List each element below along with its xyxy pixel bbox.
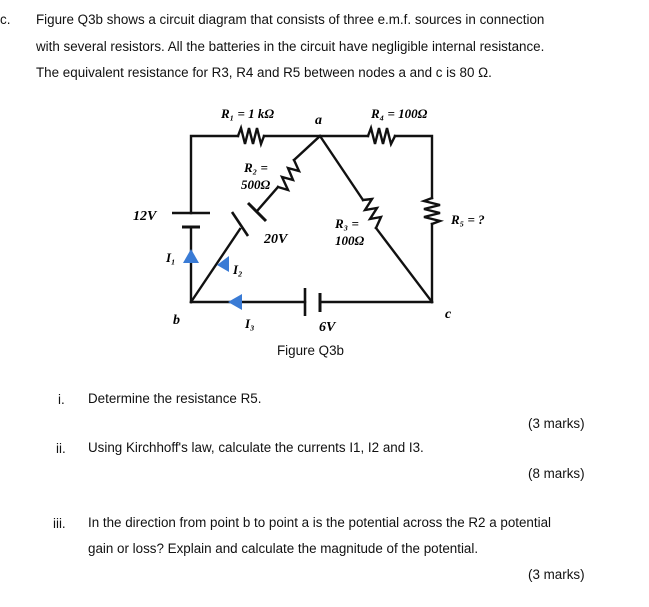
- label-r2-line1: R₂ =: [244, 160, 268, 175]
- intro-line-1: Figure Q3b shows a circuit diagram that consists of three e.m.f. sources in connection: [36, 12, 545, 27]
- figure-caption: Figure Q3b: [277, 343, 344, 358]
- subq-2-marks: (8 marks): [528, 466, 585, 481]
- intro-line-3: The equivalent resistance for R3, R4 and R5 between nodes a and c is 80 Ω.: [36, 65, 492, 80]
- label-i3: I₃: [245, 316, 255, 331]
- subq-3-text-line-1: In the direction from point b to point a is the potential across the R2 a potential: [88, 515, 551, 530]
- subq-1-text: Determine the resistance R5.: [88, 391, 262, 406]
- label-emf-20v: 20V: [264, 232, 288, 247]
- label-r2-line2: 500Ω: [241, 177, 271, 192]
- label-emf-12v: 12V: [133, 209, 157, 224]
- question-label: c.: [0, 12, 11, 27]
- current-arrow-i2: [217, 256, 229, 272]
- current-arrow-i3: [228, 294, 242, 310]
- label-r5: R₅ = ?: [451, 212, 485, 227]
- subq-3-text-line-2: gain or loss? Explain and calculate the magnitude of the potential.: [88, 541, 479, 556]
- subq-2-text: Using Kirchhoff's law, calculate the currents I1, I2 and I3.: [88, 440, 424, 455]
- label-r4: R₄ = 100Ω: [371, 106, 428, 121]
- current-arrow-i1: [183, 249, 199, 263]
- label-emf-6v: 6V: [319, 320, 336, 335]
- intro-line-2: with several resistors. All the batteries in the circuit have negligible internal resistance.: [36, 39, 545, 54]
- label-i1: I₁: [166, 250, 176, 265]
- subq-3-marks: (3 marks): [528, 567, 585, 582]
- label-r3-line2: 100Ω: [335, 233, 365, 248]
- label-r1: R₁ = 1 kΩ: [221, 106, 275, 121]
- label-i2: I₂: [233, 262, 243, 277]
- subq-2-num: ii.: [56, 441, 66, 456]
- label-node-a: a: [315, 113, 322, 128]
- label-node-c: c: [445, 307, 452, 322]
- label-r3-line1: R₃ =: [335, 216, 359, 231]
- subq-1-num: i.: [58, 392, 65, 407]
- subq-3-num: iii.: [53, 516, 66, 531]
- subq-1-marks: (3 marks): [528, 416, 585, 431]
- label-node-b: b: [173, 313, 180, 328]
